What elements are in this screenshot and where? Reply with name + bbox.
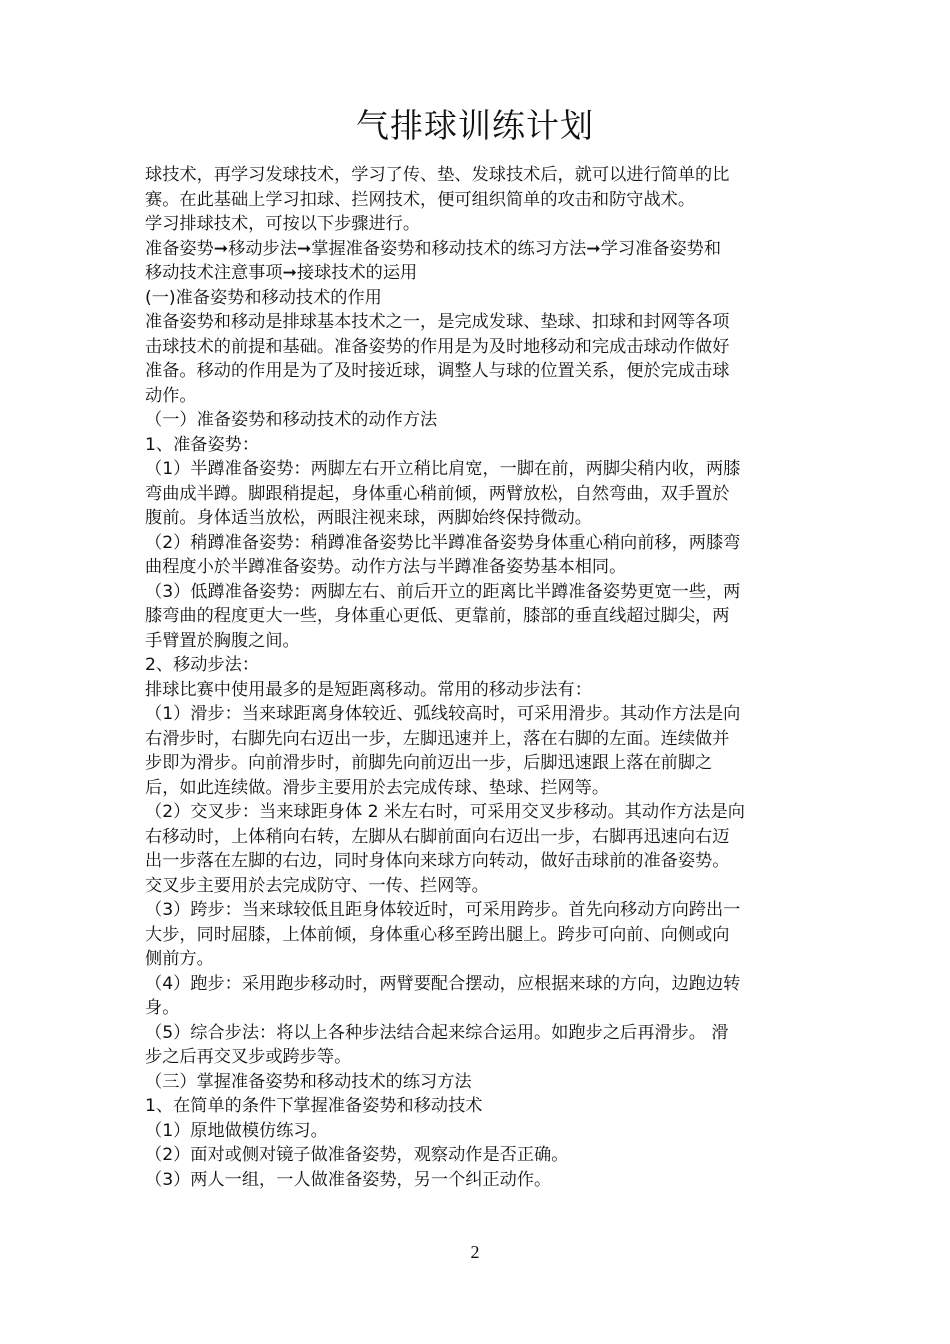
text-line: 后，如此连续做。滑步主要用於去完成传球、垫球、拦网等。	[145, 777, 610, 798]
text-line: 1、准备姿势：	[145, 434, 260, 455]
text-line: （2）交叉步：当来球距身体 2 米左右时，可采用交叉步移动。其动作方法是向	[145, 802, 745, 822]
text-line: （1）半蹲准备姿势：两脚左右开立稍比肩宽，一脚在前，两脚尖稍内收，两膝	[145, 459, 741, 479]
text-line: 侧前方。	[145, 949, 214, 969]
text-line: （2）面对或侧对镜子做准备姿势，观察动作是否正确。	[145, 1145, 569, 1165]
text-line: (一)准备姿势和移动技术的作用	[145, 287, 382, 308]
text-line: （三）掌握准备姿势和移动技术的练习方法	[145, 1071, 472, 1092]
text-line: 排球比赛中使用最多的是短距离移动。常用的移动步法有：	[145, 679, 592, 700]
text-line: 球技术，再学习发球技术，学习了传、垫、发球技术后，就可以进行简单的比	[145, 165, 730, 185]
text-line: 膝弯曲的程度更大一些，身体重心更低、更靠前，膝部的垂直线超过脚尖，两	[145, 606, 730, 626]
text-line: 移动技术注意事项➞接球技术的运用	[145, 263, 418, 283]
text-line: 准备。移动的作用是为了及时接近球，调整人与球的位置关系，便於完成击球	[145, 361, 730, 381]
text-line: （1）滑步：当来球距离身体较近、弧线较高时，可采用滑步。其动作方法是向	[145, 704, 741, 724]
text-line: 2、移动步法：	[145, 655, 260, 675]
text-line: （1）原地做模仿练习。	[145, 1120, 328, 1141]
page-title: 气排球训练计划	[356, 106, 594, 145]
text-line: （3）两人一组，一人做准备姿势，另一个纠正动作。	[145, 1169, 552, 1190]
text-line: 赛。在此基础上学习扣球、拦网技术，便可组织简单的攻击和防守战术。	[145, 189, 696, 210]
text-line: 准备姿势和移动是排球基本技术之一，是完成发球、垫球、扣球和封网等各项	[145, 312, 730, 332]
text-line: （一）准备姿势和移动技术的动作方法	[145, 410, 438, 430]
text-line: 动作。	[145, 385, 197, 406]
text-line: 腹前。身体适当放松，两眼注视来球，两脚始终保持微动。	[145, 508, 592, 528]
text-line: （2）稍蹲准备姿势：稍蹲准备姿势比半蹲准备姿势身体重心稍向前移，两膝弯	[145, 532, 741, 553]
text-line: 出一步落在左脚的右边，同时身体向来球方向转动，做好击球前的准备姿势。	[145, 851, 730, 871]
text-line: 1、在简单的条件下掌握准备姿势和移动技术	[145, 1096, 483, 1116]
text-line: 大步，同时屈膝，上体前倾，身体重心移至跨出腿上。跨步可向前、向侧或向	[145, 924, 730, 945]
text-line: （3）低蹲准备姿势：两脚左右、前后开立的距离比半蹲准备姿势更宽一些，两	[145, 581, 741, 602]
document-body	[145, 163, 810, 1192]
text-line: 交叉步主要用於去完成防守、一传、拦网等。	[145, 875, 489, 896]
text-line: 弯曲成半蹲。脚跟稍提起，身体重心稍前倾，两臂放松，自然弯曲，双手置於	[145, 483, 730, 504]
text-line: 曲程度小於半蹲准备姿势。动作方法与半蹲准备姿势基本相同。	[145, 557, 627, 577]
text-line: 准备姿势➞移动步法➞掌握准备姿势和移动技术的练习方法➞学习准备姿势和	[145, 238, 722, 259]
text-line: 右滑步时，右脚先向右迈出一步，左脚迅速并上，落在右脚的左面。连续做并	[145, 728, 730, 749]
text-line: 右移动时，上体稍向右转，左脚从右脚前面向右迈出一步，右脚再迅速向右迈	[145, 826, 730, 847]
text-line: 击球技术的前提和基础。准备姿势的作用是为及时地移动和完成击球动作做好	[145, 336, 730, 357]
text-line: 步之后再交叉步或跨步等。	[145, 1047, 352, 1067]
text-line: （5）综合步法：将以上各种步法结合起来综合运用。如跑步之后再滑步。 滑	[145, 1022, 729, 1043]
page-number: 2	[470, 1242, 480, 1262]
text-line: （3）跨步：当来球较低且距身体较近时，可采用跨步。首先向移动方向跨出一	[145, 900, 741, 920]
text-line: 学习排球技术，可按以下步骤进行。	[145, 214, 421, 234]
text-line: 步即为滑步。向前滑步时，前脚先向前迈出一步，后脚迅速跟上落在前脚之	[145, 753, 713, 773]
text-line: 身。	[145, 998, 180, 1018]
text-line: （4）跑步：采用跑步移动时，两臂要配合摆动，应根据来球的方向，边跑边转	[145, 973, 741, 994]
text-line: 手臂置於胸腹之间。	[145, 630, 300, 651]
